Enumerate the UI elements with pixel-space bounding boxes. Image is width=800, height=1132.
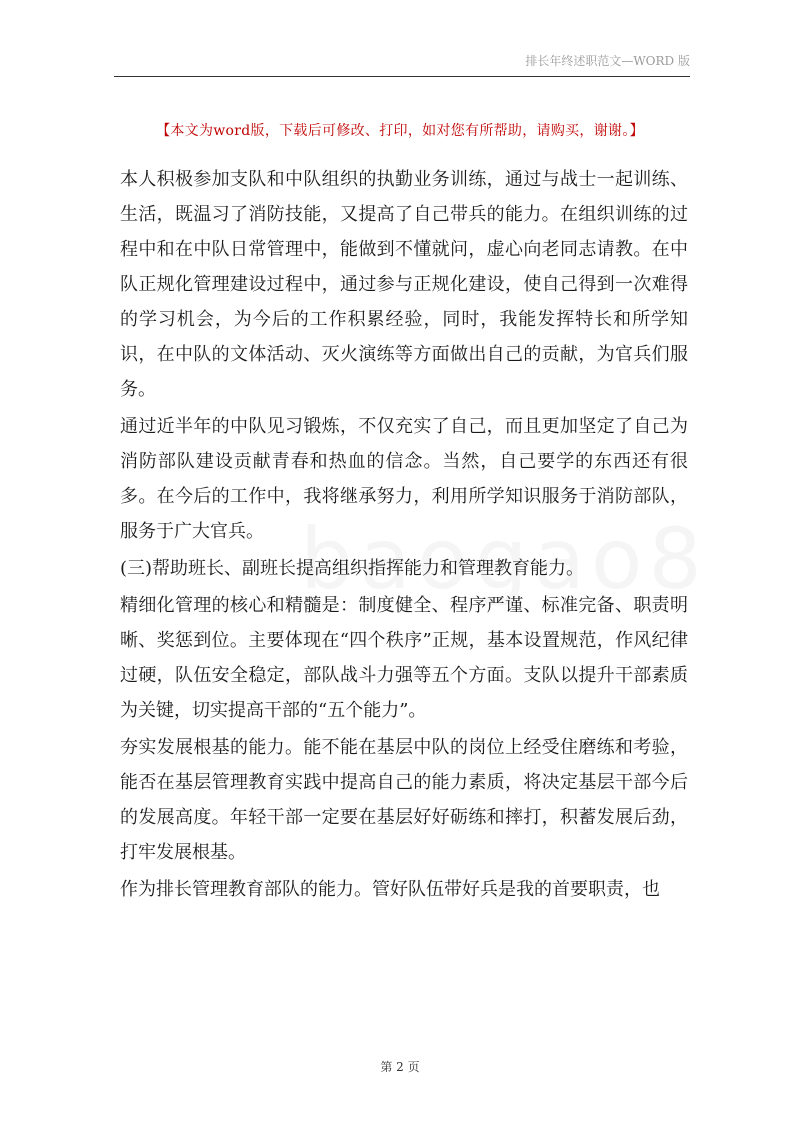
running-header: 排长年终述职范文—WORD 版 xyxy=(525,54,690,68)
header-divider xyxy=(114,76,690,77)
paragraph: 本人积极参加支队和中队组织的执勤业务训练，通过与战士一起训练、生活，既温习了消防技能，又提高了自己带兵的能力。在组织训练的过程中和在中队日常管理中，能做到不懂就问，虚心向老同志请教。在中队正规化管理建设过程中，通过参与正规化建设，使自己得到一次难得的学习机会，为今后的工作积累经验，同时，我能发挥特长和所学知识，在中队的文体活动、灭火演练等方面做出自己的贡献，为官兵们服务。 xyxy=(120,169,688,400)
page-number: 第 2 页 xyxy=(380,1060,420,1074)
paragraph: (三)帮助班长、副班长提高组织指挥能力和管理教育能力。 xyxy=(120,558,585,579)
paragraph: 夯实发展根基的能力。能不能在基层中队的岗位上经受住磨练和考验，能否在基层管理教育实践中提高自己的能力素质，将决定基层干部今后的发展高度。年轻干部一定要在基层好好砺练和摔打，积蓄发展后劲，打牢发展根基。 xyxy=(120,737,688,863)
paragraph: 作为排长管理教育部队的能力。管好队伍带好兵是我的首要职责，也 xyxy=(120,879,660,900)
document-body xyxy=(120,162,688,909)
download-notice: 【本文为word版，下载后可修改、打印，如对您有所帮助，请购买，谢谢。】 xyxy=(156,123,644,139)
paragraph: 精细化管理的核心和精髓是：制度健全、程序严谨、标准完备、职责明晰、奖惩到位。主要体现在“四个秩序”正规，基本设置规范，作风纪律过硬，队伍安全稳定，部队战斗力强等五个方面。支队以提升干部素质为关键，切实提高干部的“五个能力”。 xyxy=(120,595,688,721)
paragraph: 通过近半年的中队见习锻炼，不仅充实了自己，而且更加坚定了自己为消防部队建设贡献青春和热血的信念。当然，自己要学的东西还有很多。在今后的工作中，我将继承努力，利用所学知识服务于消防部队，服务于广大官兵。 xyxy=(120,416,688,542)
